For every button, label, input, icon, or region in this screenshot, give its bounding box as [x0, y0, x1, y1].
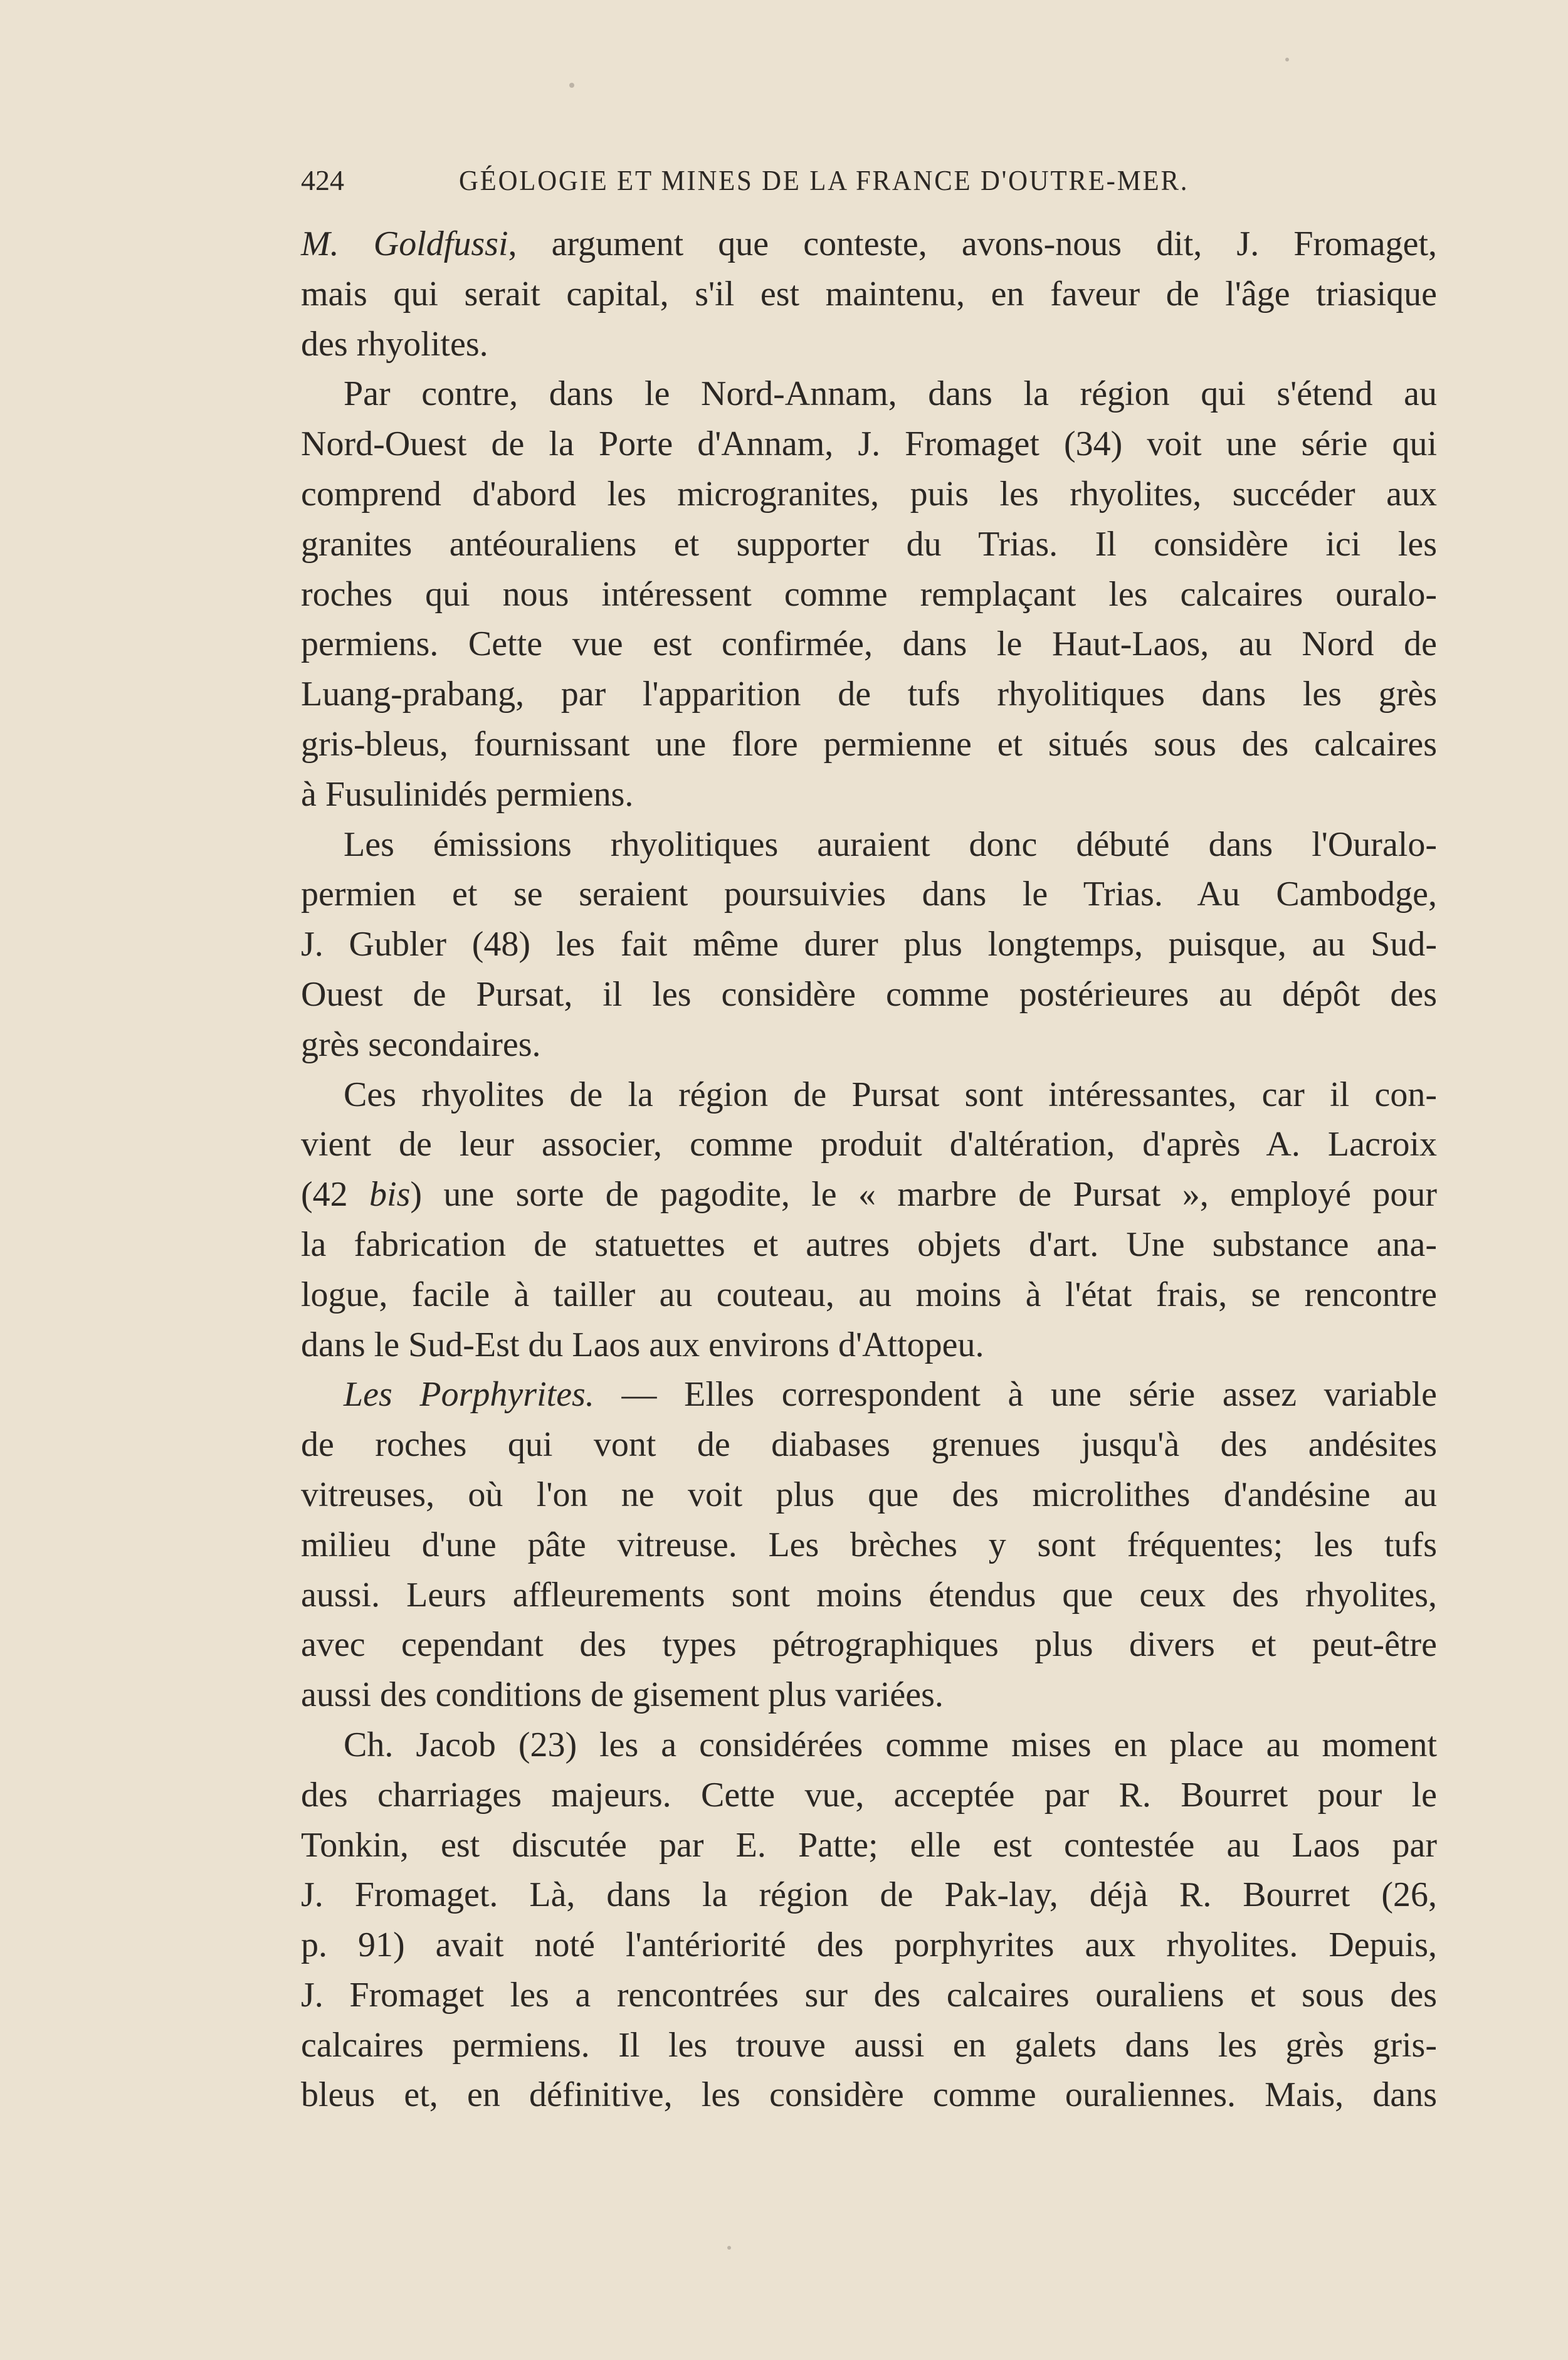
- text-run: J. Gubler (48) les fait même durer plus longtemps, puisque, au Sud-: [301, 925, 1437, 964]
- text-run: permien et se seraient poursuivies dans le Trias. Au Cambodge,: [301, 875, 1437, 914]
- text-line: [301, 270, 1437, 320]
- running-title: GÉOLOGIE ET MINES DE LA FRANCE D'OUTRE-MER.: [459, 164, 1189, 196]
- text-run: J. Fromaget. Là, dans la région de Pak-lay, déjà R. Bourret (26,: [301, 1875, 1437, 1915]
- text-run: comprend d'abord les microgranites, puis les rhyolites, succéder aux: [301, 474, 1437, 514]
- text-run: gris-bleus, fournissant une flore permienne et situés sous des calcaires: [301, 724, 1437, 764]
- text-line: [301, 1971, 1437, 2021]
- text-run: Tonkin, est discutée par E. Patte; elle est contestée au Laos par: [301, 1825, 1437, 1865]
- text-line: [301, 1620, 1437, 1670]
- text-line-content: [344, 369, 1437, 419]
- text-run: logue, facile à tailler au couteau, au moins à l'état frais, se rencontre: [301, 1275, 1437, 1314]
- paper-speck: [727, 2246, 731, 2250]
- text-line: [301, 670, 1437, 720]
- text-run: (42: [301, 1175, 370, 1214]
- text-line: [301, 470, 1437, 520]
- text-run: ) une sorte de pagodite, le « marbre de Pursat », employé pour: [410, 1175, 1437, 1214]
- text-line: [301, 1170, 1437, 1220]
- text-line: [301, 820, 1437, 870]
- text-run: roches qui nous intéressent comme remplaçant les calcaires ouralo-: [301, 574, 1437, 614]
- text-line-content: [301, 1270, 1437, 1320]
- text-line: [301, 1920, 1437, 1971]
- paragraph: [301, 219, 1437, 369]
- text-line: [301, 1220, 1437, 1270]
- text-line-content: [301, 419, 1437, 470]
- italic-text: bis: [369, 1175, 411, 1214]
- text-line: [301, 2021, 1437, 2071]
- text-line-content: [344, 1720, 1437, 1771]
- text-line: [301, 1270, 1437, 1320]
- text-line-content: [344, 1370, 1437, 1420]
- text-line: [301, 1670, 1437, 1720]
- text-run: J. Fromaget les a rencontrées sur des calcaires ouraliens et sous des: [301, 1975, 1437, 2015]
- text-line: [301, 1821, 1437, 1871]
- italic-text: M. Goldfussi: [301, 224, 508, 263]
- text-run: aussi des conditions de gisement plus variées.: [301, 1675, 944, 1715]
- italic-text: Les Porphyrites.: [344, 1375, 594, 1414]
- text-line-content: [301, 2070, 1437, 2120]
- text-line: [301, 1520, 1437, 1571]
- text-run: permiens. Cette vue est confirmée, dans le Haut-Laos, au Nord de: [301, 624, 1437, 664]
- text-line: [301, 1120, 1437, 1170]
- text-line: [301, 1870, 1437, 1920]
- text-line-content: [301, 1170, 1437, 1220]
- text-line: [301, 1771, 1437, 1821]
- text-line-content: [301, 670, 1437, 720]
- text-run: bleus et, en définitive, les considère comme ouraliennes. Mais, dans: [301, 2075, 1437, 2115]
- text-run: Par contre, dans le Nord-Annam, dans la région qui s'étend au: [344, 374, 1437, 414]
- text-line: [301, 520, 1437, 570]
- text-line-content: [301, 770, 1437, 820]
- text-line: [301, 1370, 1437, 1420]
- text-line: [301, 1571, 1437, 1621]
- text-run: vitreuses, où l'on ne voit plus que des microlithes d'andésine au: [301, 1475, 1437, 1514]
- text-line: [301, 920, 1437, 970]
- text-line-content: [301, 570, 1437, 620]
- text-run: Ces rhyolites de la région de Pursat sont intéressantes, car il con-: [344, 1075, 1437, 1114]
- text-line-content: [301, 520, 1437, 570]
- text-line: [301, 1020, 1437, 1070]
- text-line-content: [301, 2021, 1437, 2071]
- text-run: Nord-Ouest de la Porte d'Annam, J. Fromaget (34) voit une série qui: [301, 424, 1437, 464]
- text-run: Ouest de Pursat, il les considère comme postérieures au dépôt des: [301, 974, 1437, 1014]
- text-line-content: [301, 1120, 1437, 1170]
- text-line: [301, 1070, 1437, 1120]
- text-line-content: [301, 720, 1437, 770]
- text-line-content: [301, 270, 1437, 320]
- text-line-content: [301, 1771, 1437, 1821]
- paragraph: [301, 820, 1437, 1070]
- text-run: granites antéouraliens et supporter du Trias. Il considère ici les: [301, 524, 1437, 564]
- text-line-content: [301, 1971, 1437, 2021]
- text-line: [301, 1320, 1437, 1371]
- text-line: [301, 619, 1437, 670]
- paper-speck: [569, 83, 574, 88]
- text-run: , argument que conteste, avons-nous dit, J. Fromaget,: [508, 224, 1437, 263]
- text-run: p. 91) avait noté l'antériorité des porphyrites aux rhyolites. Depuis,: [301, 1925, 1437, 1965]
- text-run: de roches qui vont de diabases grenues jusqu'à des andésites: [301, 1425, 1437, 1465]
- text-line-content: [301, 1470, 1437, 1520]
- text-line: [301, 1720, 1437, 1771]
- text-run: avec cependant des types pétrographiques plus divers et peut-être: [301, 1625, 1437, 1665]
- text-line-content: [301, 1520, 1437, 1571]
- text-line-content: [301, 870, 1437, 920]
- text-line: [301, 320, 1437, 370]
- text-run: dans le Sud-Est du Laos aux environs d'Attopeu.: [301, 1325, 984, 1364]
- text-line-content: [301, 1320, 1437, 1371]
- paper-speck: [1285, 58, 1289, 61]
- text-line: [301, 2070, 1437, 2120]
- text-run: à Fusulinidés permiens.: [301, 774, 634, 814]
- text-run: vient de leur associer, comme produit d'altération, d'après A. Lacroix: [301, 1125, 1437, 1164]
- text-line: [301, 770, 1437, 820]
- text-line-content: [301, 970, 1437, 1020]
- text-run: la fabrication de statuettes et autres objets d'art. Une substance ana-: [301, 1225, 1437, 1264]
- text-run: grès secondaires.: [301, 1025, 541, 1064]
- text-line-content: [301, 1670, 1437, 1720]
- text-line-content: [301, 1870, 1437, 1920]
- text-line-content: [301, 219, 1437, 270]
- text-line-content: [301, 920, 1437, 970]
- text-run: — Elles correspondent à une série assez variable: [594, 1375, 1437, 1414]
- text-run: milieu d'une pâte vitreuse. Les brèches y sont fréquentes; les tufs: [301, 1525, 1437, 1564]
- text-line-content: [301, 320, 1437, 370]
- text-line-content: [301, 1620, 1437, 1670]
- text-line-content: [301, 619, 1437, 670]
- text-line-content: [301, 1220, 1437, 1270]
- text-line-content: [301, 1420, 1437, 1470]
- text-line: [301, 720, 1437, 770]
- text-line-content: [344, 820, 1437, 870]
- page-header: [301, 162, 1279, 199]
- text-run: aussi. Leurs affleurements sont moins étendus que ceux des rhyolites,: [301, 1575, 1437, 1615]
- text-line: [301, 570, 1437, 620]
- body-text: [301, 219, 1437, 2120]
- text-line: [301, 419, 1437, 470]
- text-line: [301, 1470, 1437, 1520]
- text-run: Les émissions rhyolitiques auraient donc débuté dans l'Ouralo-: [344, 824, 1437, 864]
- text-line: [301, 970, 1437, 1020]
- text-line-content: [301, 1821, 1437, 1871]
- paragraph: [301, 369, 1437, 819]
- text-line-content: [301, 470, 1437, 520]
- paragraph: [301, 1070, 1437, 1371]
- text-run: Luang-prabang, par l'apparition de tufs rhyolitiques dans les grès: [301, 675, 1437, 714]
- text-line-content: [301, 1920, 1437, 1971]
- text-line-content: [344, 1070, 1437, 1120]
- text-line: [301, 369, 1437, 419]
- text-run: Ch. Jacob (23) les a considérées comme mises en place au moment: [344, 1725, 1437, 1764]
- text-line: [301, 219, 1437, 270]
- text-line: [301, 1420, 1437, 1470]
- page-number: 424: [301, 164, 344, 196]
- paragraph: [301, 1370, 1437, 1720]
- text-run: calcaires permiens. Il les trouve aussi en galets dans les grès gris-: [301, 2025, 1437, 2065]
- text-run: des rhyolites.: [301, 324, 488, 364]
- text-line-content: [301, 1020, 1437, 1070]
- paragraph: [301, 1720, 1437, 2120]
- text-line-content: [301, 1571, 1437, 1621]
- text-run: des charriages majeurs. Cette vue, acceptée par R. Bourret pour le: [301, 1775, 1437, 1815]
- text-run: mais qui serait capital, s'il est maintenu, en faveur de l'âge triasique: [301, 274, 1437, 313]
- text-line: [301, 870, 1437, 920]
